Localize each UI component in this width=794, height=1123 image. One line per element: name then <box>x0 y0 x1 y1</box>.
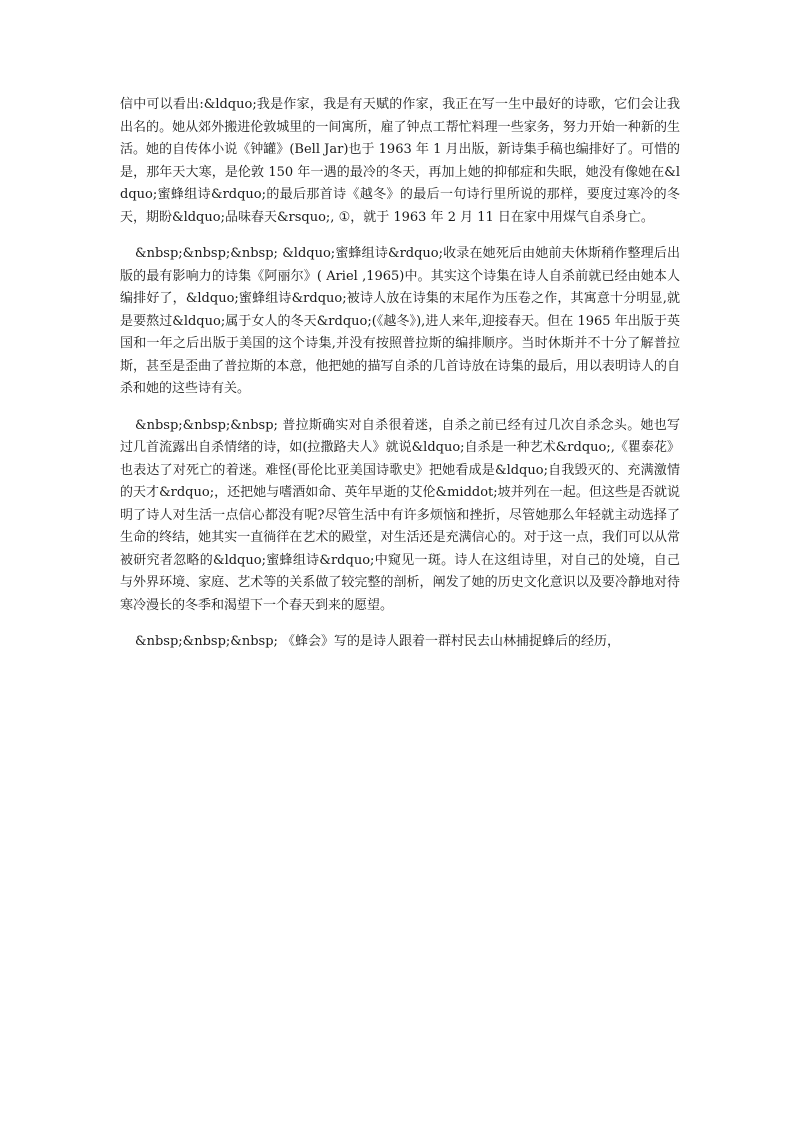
paragraph-3: &nbsp;&nbsp;&nbsp; 普拉斯确实对自杀很着迷，自杀之前已经有过几次自杀念头。她也写过几首流露出自杀情绪的诗，如(拉撒路夫人》就说&ldquo;自杀是一种艺术&rdquo;,《瞿泰花》也表达了对死亡的着迷。难怪(哥伦比亚美国诗歌史》把她看成是&ldquo;自我毁灭的、充满激情的天才&rdquo;，还把她与嗜酒如命、英年早逝的艾伦&middot;坡并列在一起。但这些是否就说明了诗人对生活一点信心都没有呢?尽管生活中有许多烦恼和挫折，尽管她那么年轻就主动选择了生命的终结，她其实一直徜徉在艺术的殿堂，对生活还是充满信心的。对于这一点，我们可以从常被研究者忽略的&ldquo;蜜蜂组诗&rdquo;中窥见一斑。诗人在这组诗里，对自己的处境，自己与外界环境、家庭、艺术等的关系做了较完整的剖析，阐发了她的历史文化意识以及要冷静地对待寒冷漫长的冬季和渴望下一个春天到来的愿望。 <box>120 417 680 613</box>
paragraph-1: 信中可以看出:&ldquo;我是作家，我是有天赋的作家，我正在写一生中最好的诗歌，它们会让我出名的。她从郊外搬进伦敦城里的一间寓所，雇了钟点工帮忙料理一些家务，努力开始一种新的生活。她的自传体小说《钟罐》(Bell Jar)也于 1963 年 1 月出版，新诗集手稿也编排好了。可惜的是，那年天大寒，是伦敦 150 年一遇的最冷的冬天，再加上她的抑郁症和失眠，她没有像她在&ldquo;蜜蜂组诗&rdquo;的最后那首诗《越冬》的最后一句诗行里所说的那样，要度过寒冷的冬天，期盼&ldquo;品味春天&rsquo;, ①，就于 1963 年 2 月 11 日在家中用煤气自杀身亡。 <box>120 97 680 225</box>
paragraph-2: &nbsp;&nbsp;&nbsp; &ldquo;蜜蜂组诗&rdquo;收录在她死后由她前夫休斯稍作整理后出版的最有影响力的诗集《阿丽尔》( Ariel ,1965)中。其实这个诗集在诗人自杀前就已经由她本人编排好了，&ldquo;蜜蜂组诗&rdquo;被诗人放在诗集的末尾作为压卷之作，其寓意十分明显,就是要熬过&ldquo;属于女人的冬天&rdquo;(《越冬》),进人来年,迎接春天。但在 1965 年出版于英国和一年之后出版于美国的这个诗集,并没有按照普拉斯的编排顺序。当时休斯并不十分了解普拉斯，甚至是歪曲了普拉斯的本意，他把她的描写自杀的几首诗放在诗集的最后，用以表明诗人的自杀和她的这些诗有关。 <box>120 246 680 396</box>
document-body <box>120 94 680 668</box>
paragraph-4: &nbsp;&nbsp;&nbsp; 《蜂会》写的是诗人跟着一群村民去山林捕捉蜂后的经历， <box>135 634 621 649</box>
